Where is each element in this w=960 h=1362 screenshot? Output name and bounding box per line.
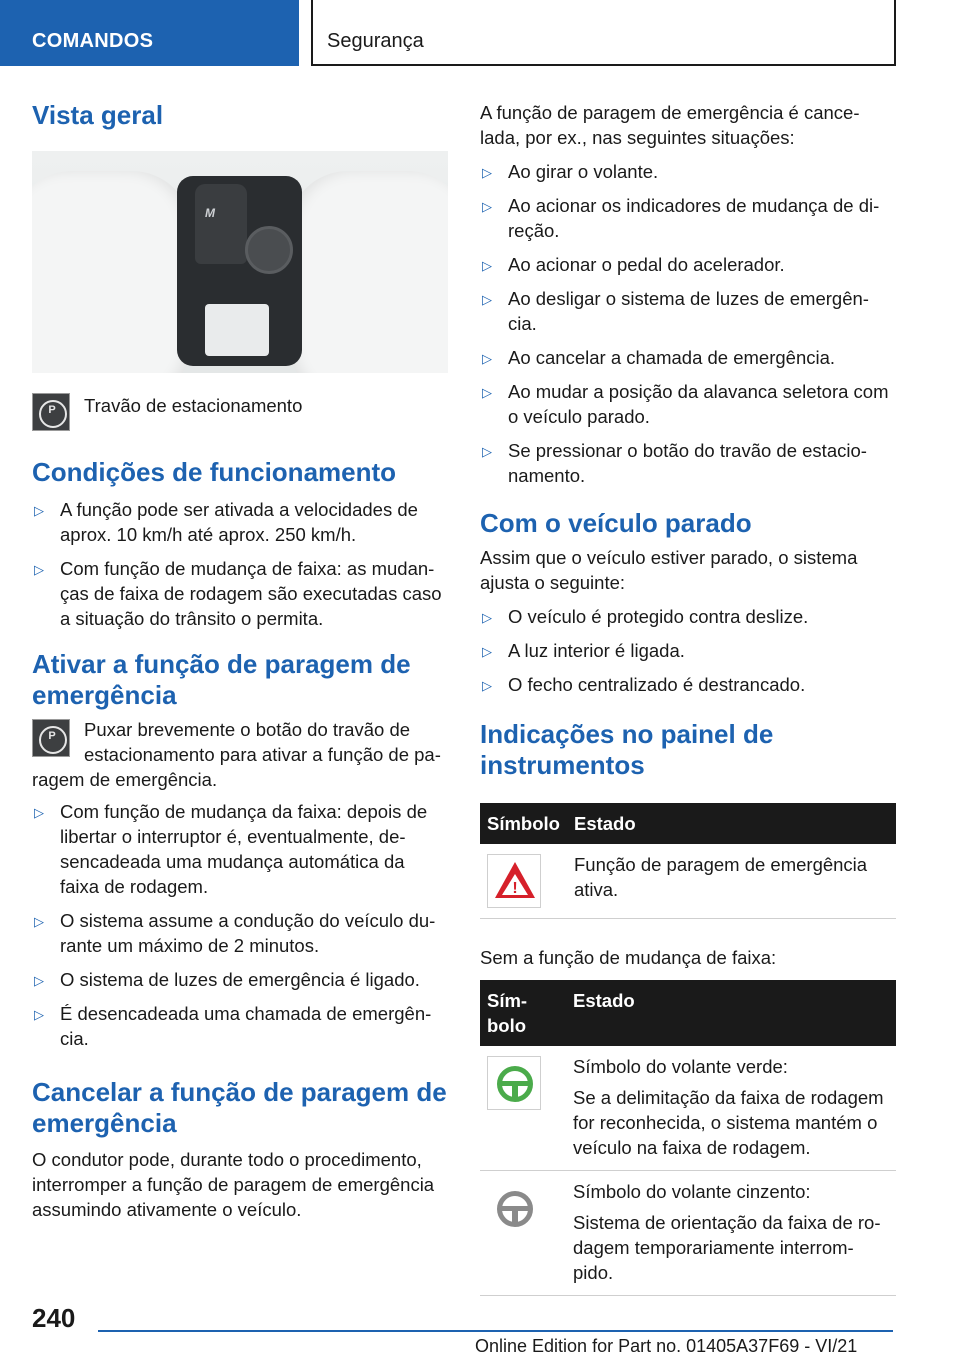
list-item: ▷ Com função de mudança da faixa: depois de libertar o interruptor é, eventualmente, de‐sencadeada uma mudança automática da faixa de rodagem. <box>34 801 428 897</box>
list-item: ▷ O fecho centralizado é destrancado. <box>480 672 896 697</box>
cancel-situations-list <box>480 159 896 488</box>
column-header-symbol: Sím‐bolo <box>480 980 566 1046</box>
conditions-list <box>32 497 448 631</box>
triangle-bullet-icon: ▷ <box>482 199 492 214</box>
grey-steering-wheel-icon <box>487 1181 541 1235</box>
column-header-state: Estado <box>567 803 896 844</box>
list-item: ▷ Se pressionar o botão do travão de estacio‐namento. <box>482 440 867 486</box>
stopped-list <box>480 604 896 697</box>
idrive-controller <box>245 226 293 274</box>
right-column <box>480 100 896 1296</box>
triangle-bullet-icon: ▷ <box>482 385 492 400</box>
gear-selector: M <box>195 184 247 264</box>
parking-brake-icon: P <box>32 393 70 431</box>
triangle-bullet-icon: ▷ <box>34 503 44 518</box>
photo-caption <box>32 393 448 431</box>
overview-heading: Vista geral <box>32 100 164 130</box>
warning-triangle-icon: ! <box>487 854 541 908</box>
triangle-bullet-icon: ▷ <box>482 292 492 307</box>
triangle-bullet-icon: ▷ <box>482 258 492 273</box>
indicators-heading: Indicações no painel de instrumentos <box>480 719 774 780</box>
triangle-bullet-icon: ▷ <box>34 973 44 988</box>
list-item: ▷ Ao mudar a posição da alavanca seletora com o veículo parado. <box>482 381 889 427</box>
triangle-bullet-icon: ▷ <box>34 562 44 577</box>
table-row: Símbolo do volante cinzento: Sistema de orientação da faixa de ro‐dagem temporariamente interrom‐pido. <box>480 1171 896 1296</box>
table-row: Símbolo do volante verde: Se a delimitação da faixa de rodagem for reconhecida, o sistema mantém o veículo na faixa de rodagem. <box>480 1046 896 1171</box>
cancel-paragraph: O condutor pode, durante todo o procedimento, interromper a função de paragem de emergência assumindo ativamente o veículo. <box>32 1149 435 1220</box>
triangle-bullet-icon: ▷ <box>482 610 492 625</box>
chapter-label: Segurança <box>327 30 424 52</box>
left-column <box>32 100 448 1222</box>
table-row: ! Função de paragem de emergência ativa. <box>480 844 896 919</box>
steering-indicator-table <box>480 980 896 1296</box>
list-item: ▷ A função pode ser ativada a velocidades de aprox. 10 km/h até aprox. 250 km/h. <box>34 499 418 545</box>
center-console <box>177 176 302 366</box>
conditions-heading: Condições de funcionamento <box>32 457 397 487</box>
list-item: ▷ É desencadeada uma chamada de emergên‐cia. <box>34 1003 432 1049</box>
page-number: 240 <box>32 1303 76 1333</box>
cancel-heading: Cancelar a função de paragem de emergência <box>32 1077 447 1138</box>
list-item: ▷ O sistema de luzes de emergência é ligado. <box>32 967 448 992</box>
triangle-bullet-icon: ▷ <box>34 914 44 929</box>
list-item: ▷ Ao acionar o pedal do acelerador. <box>480 252 896 277</box>
indicator-table <box>480 803 896 919</box>
footer-divider <box>98 1330 893 1332</box>
list-item: ▷ Ao cancelar a chamada de emergência. <box>480 345 896 370</box>
green-steering-wheel-icon <box>487 1056 541 1110</box>
triangle-bullet-icon: ▷ <box>482 678 492 693</box>
parking-brake-icon: P <box>32 719 70 757</box>
cancel-intro: A função de paragem de emergência é cance‐lada, por ex., nas seguintes situações: <box>480 102 860 148</box>
console-photo <box>32 151 448 373</box>
column-header-symbol: Símbolo <box>480 803 567 844</box>
triangle-bullet-icon: ▷ <box>482 444 492 459</box>
chapter-tab <box>311 0 896 66</box>
list-item: ▷ Ao girar o volante. <box>480 159 896 184</box>
list-item: ▷ Ao desligar o sistema de luzes de emergên‐cia. <box>482 288 869 334</box>
section-tab <box>0 0 299 66</box>
right-seat <box>288 171 448 373</box>
column-header-state: Estado <box>566 980 896 1046</box>
list-item: ▷ O veículo é protegido contra deslize. <box>480 604 896 629</box>
triangle-bullet-icon: ▷ <box>34 805 44 820</box>
activate-heading: Ativar a função de paragem de emergência <box>32 649 411 710</box>
left-seat <box>32 171 192 373</box>
activate-list <box>32 799 448 1051</box>
console-button-panel <box>205 304 269 356</box>
activate-paragraph: P Puxar brevemente o botão do travão de estacionamento para ativar a função de pa‐ragem de emergência. <box>32 719 441 790</box>
list-item: ▷ A luz interior é ligada. <box>480 638 896 663</box>
section-label: COMANDOS <box>32 30 154 52</box>
list-item: ▷ O sistema assume a condução do veículo du‐rante um máximo de 2 minutos. <box>34 910 436 956</box>
lane-change-note: Sem a função de mudança de faixa: <box>480 947 777 968</box>
triangle-bullet-icon: ▷ <box>482 644 492 659</box>
caption-text: Travão de estacionamento <box>84 395 303 416</box>
stopped-heading: Com o veículo parado <box>480 508 752 538</box>
list-item: ▷ Com função de mudança de faixa: as mudan‐ças de faixa de rodagem são executadas caso a situação do trânsito o permita. <box>34 558 442 629</box>
triangle-bullet-icon: ▷ <box>482 165 492 180</box>
edition-footer: Online Edition for Part no. 01405A37F69 - VI/21 <box>475 1336 858 1356</box>
triangle-bullet-icon: ▷ <box>482 351 492 366</box>
stopped-paragraph: Assim que o veículo estiver parado, o sistema ajusta o seguinte: <box>480 547 858 593</box>
list-item: ▷ Ao acionar os indicadores de mudança de di‐reção. <box>482 195 880 241</box>
triangle-bullet-icon: ▷ <box>34 1007 44 1022</box>
